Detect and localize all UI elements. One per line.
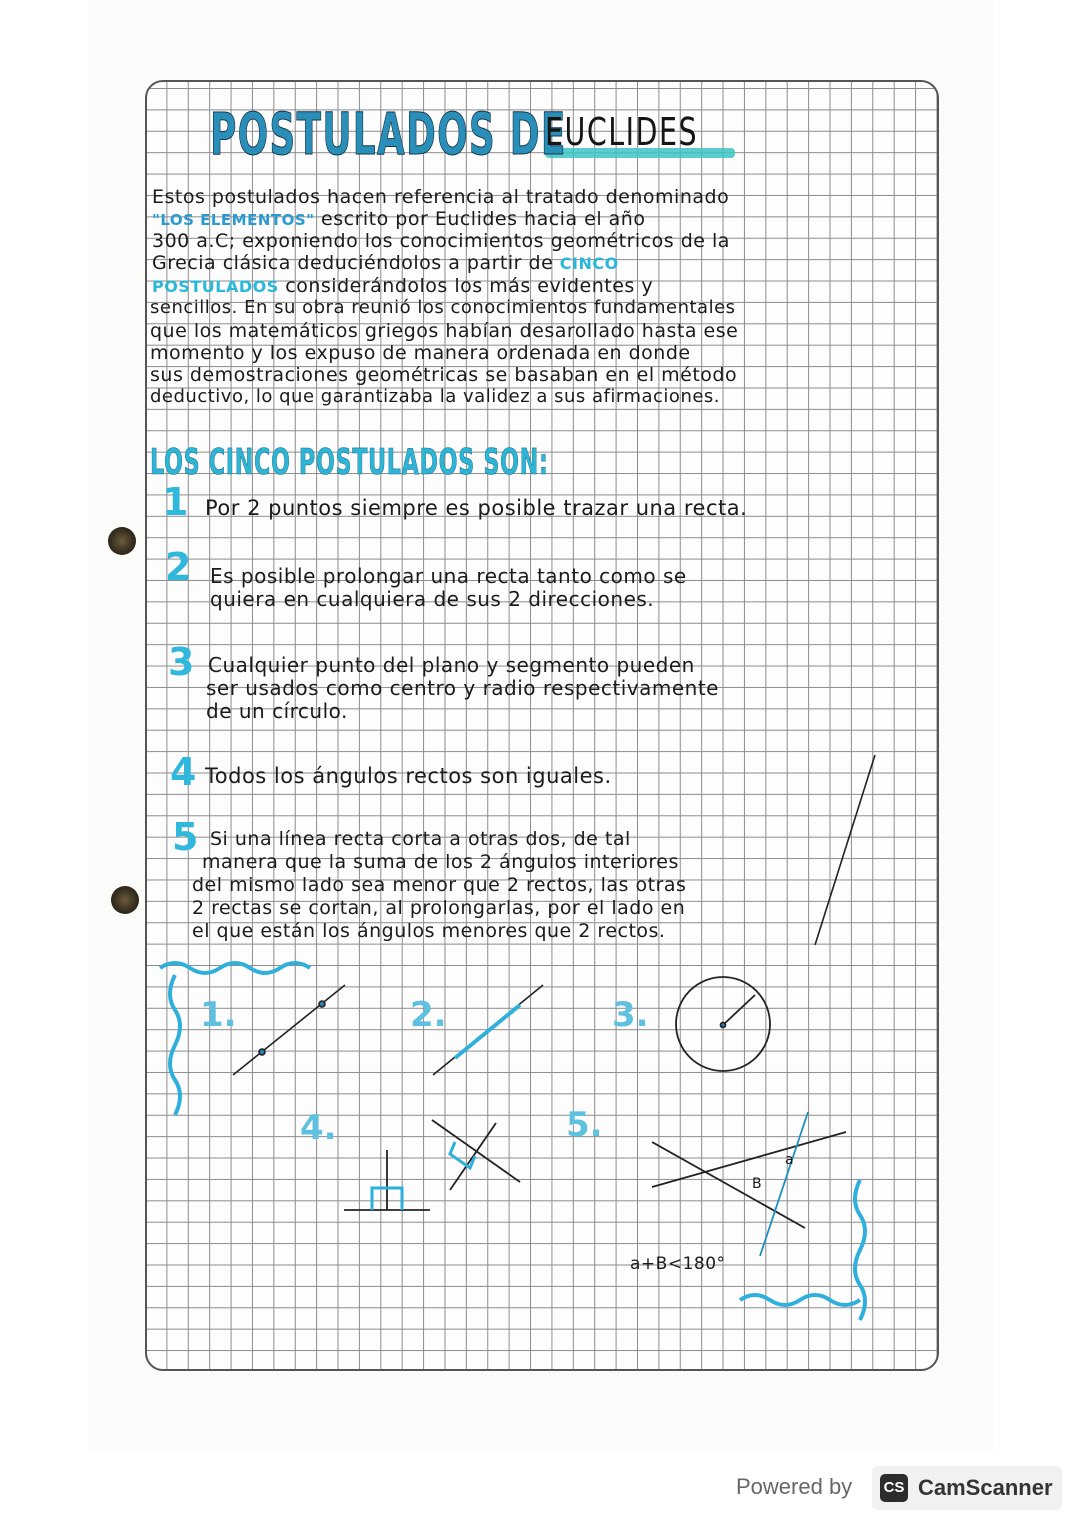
camscanner-icon: CS bbox=[880, 1474, 908, 1502]
section-heading: LOS CINCO POSTULADOS SON: bbox=[150, 442, 549, 483]
title-postulados: POSTULADOS DE bbox=[210, 100, 567, 168]
parallel-illustration-line bbox=[815, 755, 875, 945]
intro-line: sencillos. En su obra reunió los conocimientos fundamentales bbox=[150, 297, 736, 318]
diagram-4-right-angles bbox=[344, 1120, 520, 1210]
diagram-label-2: 2. bbox=[410, 995, 447, 1035]
cinco-highlight: CINCO bbox=[559, 254, 619, 273]
angle-sum-formula: a+B<180° bbox=[630, 1254, 726, 1274]
postulate-number: 5 bbox=[172, 815, 199, 859]
text: considerándolos los más evidentes y bbox=[278, 275, 654, 297]
diagram-1-line-two-points bbox=[233, 985, 345, 1075]
postulados-highlight: POSTULADOS bbox=[152, 277, 279, 296]
postulate-text: Es posible prolongar una recta tanto como se bbox=[210, 564, 687, 588]
text: Esto bbox=[152, 186, 195, 208]
camscanner-logo bbox=[872, 1466, 1062, 1510]
angle-a-label: a bbox=[785, 1152, 795, 1168]
angle-b-label: B bbox=[752, 1176, 763, 1192]
postulate-text: del mismo lado sea menor que 2 rectos, las otras bbox=[192, 874, 687, 896]
postulate-number: 3 bbox=[168, 640, 195, 684]
diagram-label-4: 4. bbox=[300, 1108, 337, 1148]
title-euclides: EUCLIDES bbox=[545, 110, 699, 154]
postulate-text: quiera en cualquiera de sus 2 direcciones. bbox=[210, 587, 655, 611]
intro-line: que los matemáticos griegos habían desarollado hasta ese bbox=[150, 320, 739, 342]
text: Grecia clásica deduciéndolos a partir de bbox=[152, 252, 560, 274]
postulate-text: ser usados como centro y radio respectivamente bbox=[206, 676, 719, 700]
los-elementos-highlight: "LOS ELEMENTOS" bbox=[152, 211, 315, 229]
diagram-label-1: 1. bbox=[200, 995, 237, 1035]
camscanner-brand: CamScanner bbox=[918, 1475, 1053, 1500]
intro-line: deductivo, lo que garantizaba la validez a sus afirmaciones. bbox=[150, 386, 721, 407]
postulate-text: Por 2 puntos siempre es posible trazar una recta. bbox=[205, 496, 748, 520]
postulate-text: de un círculo. bbox=[206, 699, 348, 723]
intro-line: momento y los expuso de manera ordenada en donde bbox=[150, 342, 691, 364]
postulate-text: 2 rectas se cortan, al prolongarlas, por el lado en bbox=[192, 897, 686, 919]
postulate-text: manera que la suma de los 2 ángulos interiores bbox=[202, 851, 679, 873]
postulate-number: 4 bbox=[170, 750, 197, 794]
postulate-text: Todos los ángulos rectos son iguales. bbox=[205, 764, 612, 788]
diagram-2-extended-line bbox=[433, 985, 543, 1075]
diagram-5-parallel-postulate bbox=[652, 1112, 846, 1256]
powered-by-text: Powered by bbox=[736, 1474, 853, 1499]
postulate-text: Si una línea recta corta a otras dos, de tal bbox=[210, 828, 631, 850]
diagram-label-5: 5. bbox=[566, 1105, 603, 1145]
postulate-number: 2 bbox=[165, 545, 192, 589]
text: s postulados hacen referencia al tratado denominado bbox=[194, 186, 730, 208]
intro-line: 300 a.C; exponiendo los conocimientos geométricos de la bbox=[152, 230, 730, 252]
diagram-label-3: 3. bbox=[612, 995, 649, 1035]
postulate-text: el que están los ángulos menores que 2 rectos. bbox=[192, 920, 666, 942]
intro-line: sus demostraciones geométricas se basaban en el método bbox=[150, 364, 738, 386]
text: escrito por Euclides hacia el año bbox=[314, 208, 646, 230]
postulate-text: Cualquier punto del plano y segmento pueden bbox=[208, 653, 695, 677]
decorative-wave-top-left bbox=[160, 963, 310, 1115]
postulate-number: 1 bbox=[162, 480, 189, 524]
diagram-3-circle bbox=[676, 977, 770, 1071]
